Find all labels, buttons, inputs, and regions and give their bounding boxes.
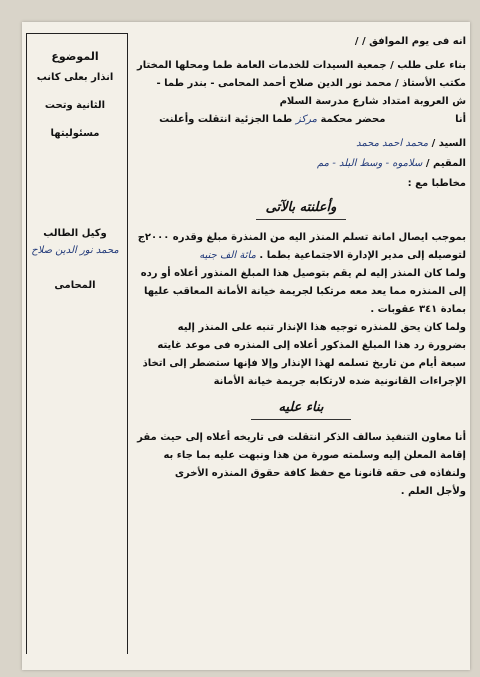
subject-line: مسئوليتها — [50, 128, 100, 139]
agent-label: وكيل الطالب — [43, 228, 107, 239]
subject-line: الثانية وتحت — [44, 100, 106, 111]
body-line: ولما كان المنذر إليه لم يقم بتوصيل هذا المبلغ المنذور أعلاه أو رده — [140, 268, 466, 279]
body-line: الإجراءات القانونية ضده لارتكابه جريمة خيانة الأمانة — [213, 376, 466, 387]
heading-therefore: بناء عليه — [278, 400, 324, 415]
notice-body — [134, 22, 466, 662]
bailiff-handwritten: مركز — [295, 114, 317, 125]
date-line: انه فى يوم الموافق / / — [354, 36, 466, 47]
muqim-handwritten: سلاموه - وسط البلد - مم — [317, 158, 423, 169]
bailiff-prefix: أنا — [455, 114, 466, 125]
body-line: إلى المنذره مما يعد معه مرتكبا لجريمة خيانة الأمانة المعاقب عليها — [143, 286, 466, 297]
heading-underline — [256, 219, 346, 220]
sayed-handwritten: محمد احمد محمد — [356, 138, 429, 149]
heading-underline — [251, 419, 351, 420]
lawyer-label: المحامى — [54, 280, 96, 291]
body-line: سبعة أيام من تاريخ تسلمه لهذا الإنذار وإلا فإنها ستضطر إلى اتخاذ — [142, 358, 466, 369]
body-line: بموجب ايصال امانة تسلم المنذر اليه من المنذرة مبلغ وقدره ٢٠٠٠ج — [137, 232, 466, 243]
body-line: إقامة المعلن إليه وسلمته صورة من هذا ونبهت عليه بما جاء به — [163, 450, 466, 461]
body-line: بمادة ٣٤١ عقوبات . — [370, 304, 466, 315]
subject-title: الموضوع — [51, 50, 99, 63]
body-line — [136, 250, 466, 261]
body-line: بضرورة رد هذا المبلغ المذكور أعلاه إلى المنذره فى موعد غايته — [157, 340, 466, 351]
subject-line: انذار بعلى كانب — [36, 72, 114, 83]
muqim-line — [136, 158, 466, 169]
closing-line: ولأجل العلم . — [400, 486, 466, 497]
bailiff-line — [136, 114, 466, 125]
muqim-label: المقيم / — [425, 158, 466, 169]
amount-handwritten: مائة الف جنيه — [199, 250, 256, 261]
sayed-line — [136, 138, 466, 149]
bailiff-suffix: طما الجزئية انتقلت وأعلنت — [159, 114, 293, 125]
requester-line: بناء على طلب / جمعية السيدات للخدمات العامة طما ومحلها المختار — [137, 60, 466, 71]
side-column — [26, 33, 128, 654]
heading-notified: وأعلنته بالآتى — [265, 200, 337, 215]
office-line: مكتب الأستاذ / محمد نور الدين صلاح أحمد المحامى - بندر طما - — [156, 78, 466, 89]
bailiff-court: محضر محكمة — [320, 114, 386, 125]
addressed-line: مخاطبا مع : — [407, 178, 466, 189]
body-line: ولنفاذه فى حقه قانونا مع حفظ كافة حقوق المنذره الأخرى — [174, 468, 466, 479]
body-line: أنا معاون التنفيذ سالف الذكر انتقلت فى تاريخه أعلاه إلى حيث مقر — [137, 432, 466, 443]
body-line-text: لتوصيله إلى مدير الإدارة الاجتماعية بطما . — [259, 250, 466, 261]
agent-handwritten-name: محمد نور الدين صلاح — [31, 245, 119, 256]
body-line: ولما كان يحق للمنذره توجيه هذا الإنذار تنبه على المنذر إليه — [177, 322, 466, 333]
sayed-label: السيد / — [431, 138, 466, 149]
address-line: ش العروبة امتداد شارع مدرسة السلام — [279, 96, 466, 107]
